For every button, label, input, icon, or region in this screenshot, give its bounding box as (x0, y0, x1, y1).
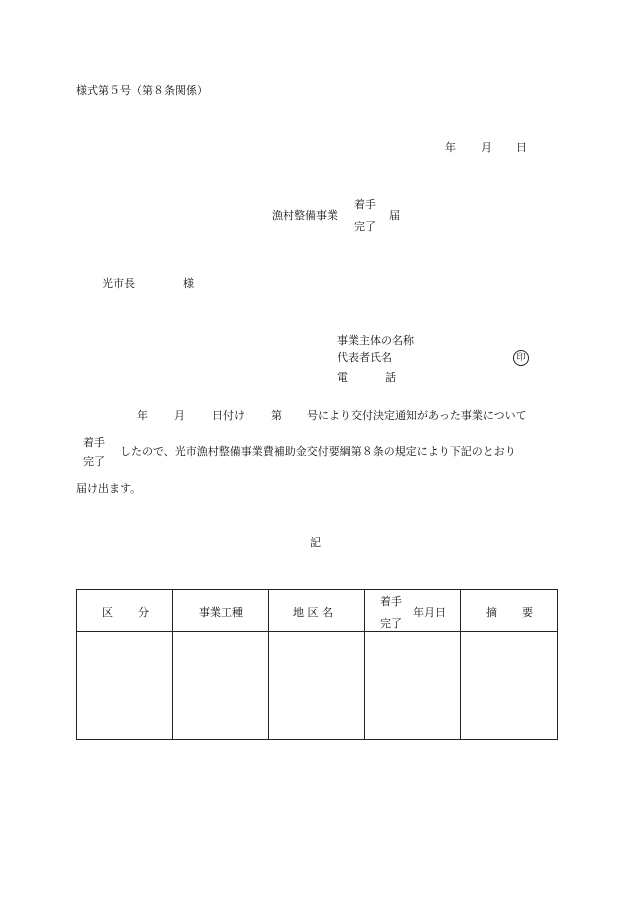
date-day-label: 日 (516, 141, 527, 154)
header-category (77, 590, 173, 632)
cell-summary[interactable] (461, 632, 558, 740)
header-summary (461, 590, 558, 632)
body-line3: 届け出ます。 (76, 482, 142, 495)
header-category-1: 区 (102, 606, 113, 619)
form-number: 様式第５号（第８条関係） (76, 84, 208, 97)
ki-heading: 記 (310, 536, 321, 549)
phone-label-1: 電 (337, 371, 348, 384)
phone-label-2: 話 (385, 371, 396, 384)
addressee-honorific: 様 (183, 277, 194, 290)
header-area-name-text: 地 区 名 (293, 606, 333, 619)
header-summary-1: 摘 (486, 606, 497, 619)
representative-label: 代表者氏名 (337, 351, 392, 364)
header-work-type (173, 590, 269, 632)
date-year-label: 年 (445, 141, 456, 154)
entity-name-label: 事業主体の名称 (337, 334, 414, 347)
table-row (77, 632, 558, 740)
cell-category[interactable] (77, 632, 173, 740)
header-summary-2: 要 (522, 606, 533, 619)
title-option-start: 着手 (354, 198, 376, 211)
detail-table (76, 589, 558, 740)
body-dated: 日付け (212, 409, 245, 422)
title-suffix: 届 (389, 209, 400, 222)
addressee-name: 光市長 (102, 277, 135, 290)
body-line2: したので、光市漁村整備事業費補助金交付要綱第８条の規定により下記のとおり (120, 445, 516, 458)
title-prefix: 漁村整備事業 (272, 209, 338, 222)
body-month: 月 (174, 409, 185, 422)
body-year: 年 (137, 409, 148, 422)
header-work-type-text: 事業工種 (199, 606, 243, 619)
header-date-start: 着手 (380, 595, 402, 608)
header-category-2: 分 (138, 606, 149, 619)
header-date (365, 590, 461, 632)
header-date-complete: 完了 (380, 617, 402, 630)
header-date-suffix: 年月日 (413, 606, 446, 619)
seal-mark: 印 (513, 350, 529, 366)
cell-date[interactable] (365, 632, 461, 740)
table-header-row (77, 590, 558, 632)
title-option-complete: 完了 (354, 220, 376, 233)
date-month-label: 月 (481, 141, 492, 154)
body-no-prefix: 第 (271, 409, 282, 422)
body-line1-rest: 号により交付決定通知があった事業について (307, 409, 527, 422)
header-area-name (269, 590, 365, 632)
body-option-start: 着手 (83, 436, 105, 449)
cell-area-name[interactable] (269, 632, 365, 740)
body-option-complete: 完了 (83, 455, 105, 468)
cell-work-type[interactable] (173, 632, 269, 740)
